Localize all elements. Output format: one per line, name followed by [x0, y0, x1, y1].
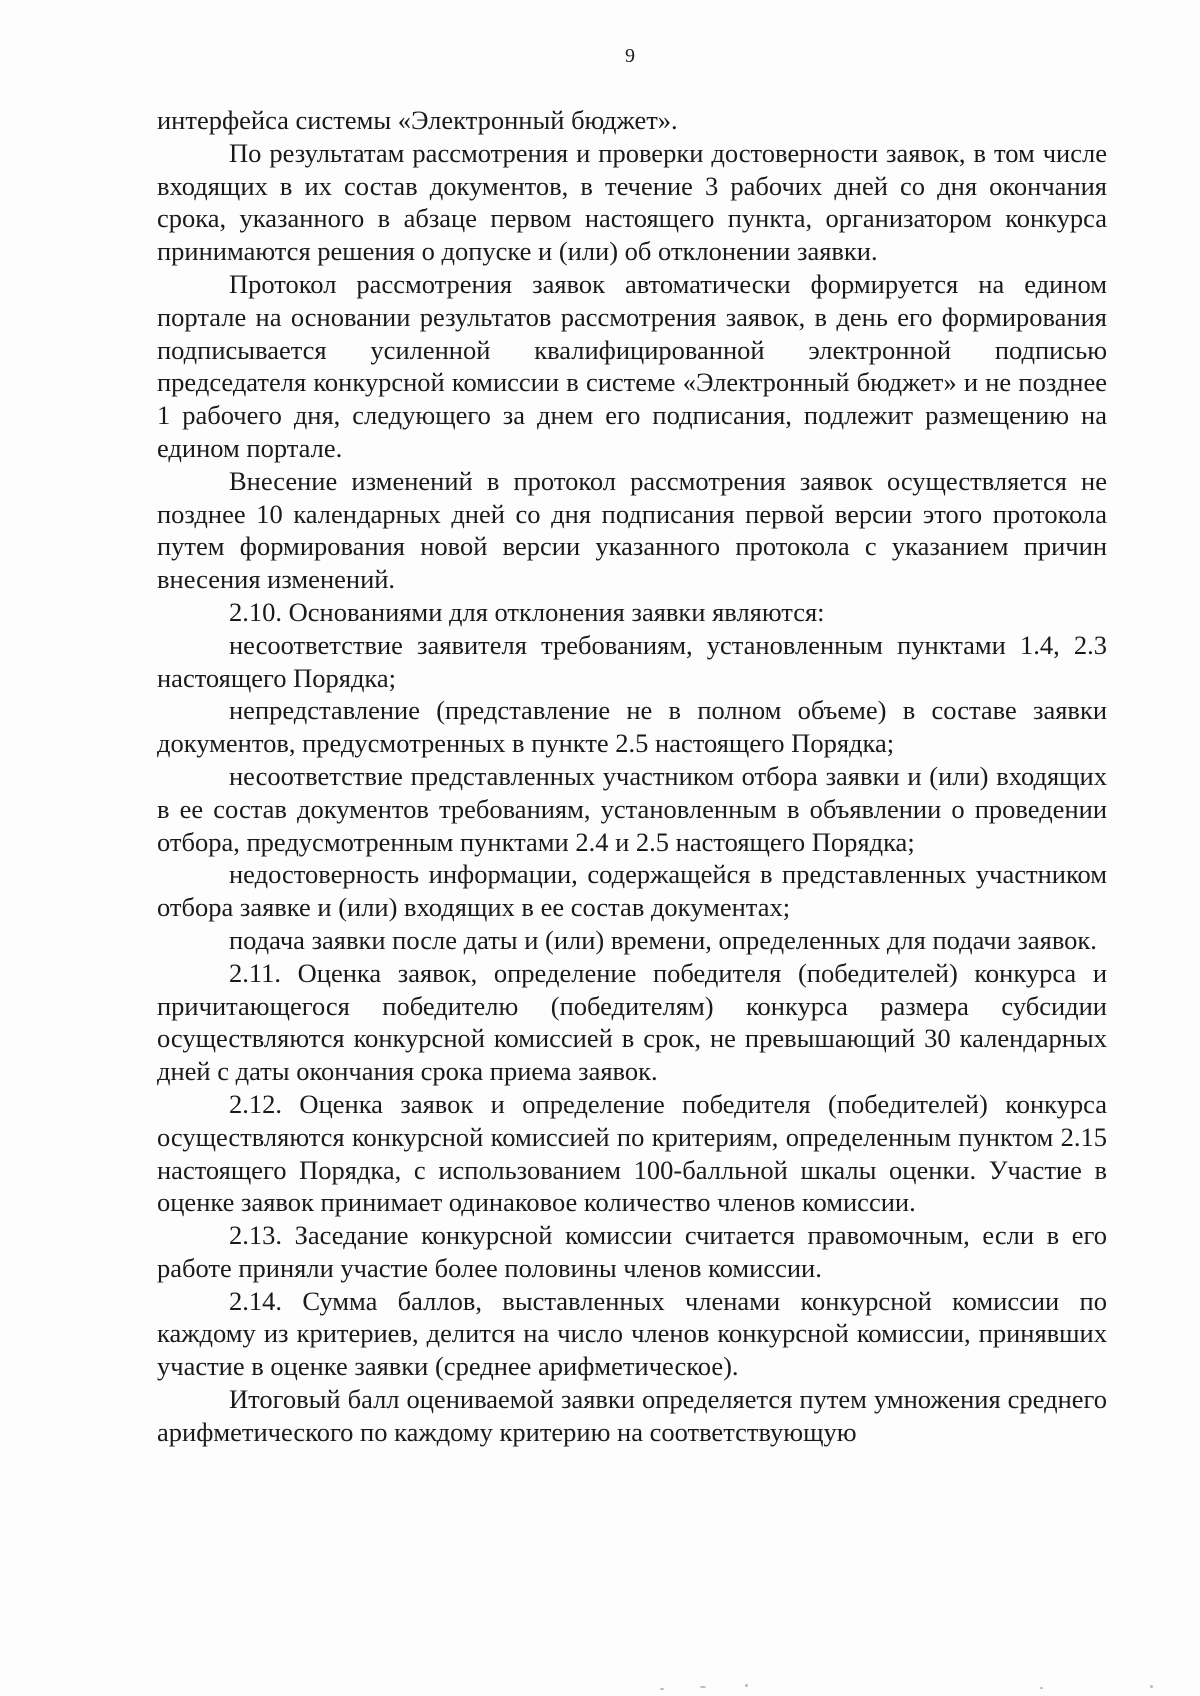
paragraph-final-score: Итоговый балл оцениваемой заявки определяется путем умножения среднего арифметического по каждому критерию на соответствующую	[157, 1384, 1107, 1447]
paragraph-review-protocol: Протокол рассмотрения заявок автоматически формируется на едином портале на основании результатов рассмотрения заявок, в день его формирования подписывается усиленной квалифицированной электронной подписью председателя конкурсной комиссии в системе «Электронный бюджет» и не позднее 1 рабочего дня, следующего за днем его подписания, подлежит размещению на едином портале.	[157, 268, 1107, 463]
paragraph-rejection-reason-1: несоответствие заявителя требованиям, установленным пунктами 1.4, 2.3 настоящего Порядка;	[157, 629, 1107, 693]
paragraph-rejection-reason-2: непредставление (представление не в полном объеме) в составе заявки документов, предусмотренных в пункте 2.5 настоящего Порядка;	[157, 695, 1107, 759]
paragraph-rejection-reason-4: недостоверность информации, содержащейся в представленных участником отбора заявке и (или) входящих в ее состав документах;	[157, 859, 1107, 923]
paragraph-protocol-changes: Внесение изменений в протокол рассмотрения заявок осуществляется не позднее 10 календарных дней со дня подписания первой версии этого протокола путем формирования новой версии указанного протокола с указанием причин внесения изменений.	[157, 465, 1107, 595]
scan-speck	[1040, 1687, 1043, 1689]
paragraph-2-12: 2.12. Оценка заявок и определение победителя (победителей) конкурса осуществляются конкурсной комиссией по критериям, определенным пунктом 2.15 настоящего Порядка, с использованием 100-балльной шкалы оценки. Участие в оценке заявок принимает одинаковое количество членов комиссии.	[157, 1088, 1107, 1218]
paragraph-continuation: интерфейса системы «Электронный бюджет».	[157, 105, 678, 135]
paragraph-2-13: 2.13. Заседание конкурсной комиссии считается правомочным, если в его работе приняли участие более половины членов комиссии.	[157, 1220, 1107, 1283]
paragraph-2-11: 2.11. Оценка заявок, определение победителя (победителей) конкурса и причитающегося победителю (победителям) конкурса размера субсидии осуществляются конкурсной комиссией в срок, не превышающий 30 календарных дней с даты окончания срока приема заявок.	[157, 957, 1107, 1087]
scan-speck	[745, 1684, 748, 1687]
paragraph-review-results: По результатам рассмотрения и проверки достоверности заявок, в том числе входящих в их состав документов, в течение 3 рабочих дней со дня окончания срока, указанного в абзаце первом настоящего пункта, организатором конкурса принимаются решения о допуске и (или) об отклонении заявки.	[157, 137, 1107, 267]
scan-speck	[1150, 1685, 1153, 1688]
paragraph-2-14: 2.14. Сумма баллов, выставленных членами конкурсной комиссии по каждому из критериев, делится на число членов конкурсной комиссии, принявших участие в оценке заявки (среднее арифметическое).	[157, 1285, 1107, 1382]
paragraph-rejection-reason-5: подача заявки после даты и (или) времени, определенных для подачи заявок.	[229, 924, 1097, 955]
paragraph-2-10-heading: 2.10. Основаниями для отклонения заявки являются:	[229, 596, 825, 627]
scan-speck	[660, 1688, 664, 1690]
document-body	[157, 104, 1107, 1449]
page-number: 9	[625, 45, 635, 67]
scan-speck	[700, 1686, 706, 1688]
paragraph-rejection-reason-3: несоответствие представленных участником отбора заявки и (или) входящих в ее состав документов требованиям, установленным в объявлении о проведении отбора, предусмотренным пунктами 2.4 и 2.5 настоящего Порядка;	[157, 760, 1107, 857]
